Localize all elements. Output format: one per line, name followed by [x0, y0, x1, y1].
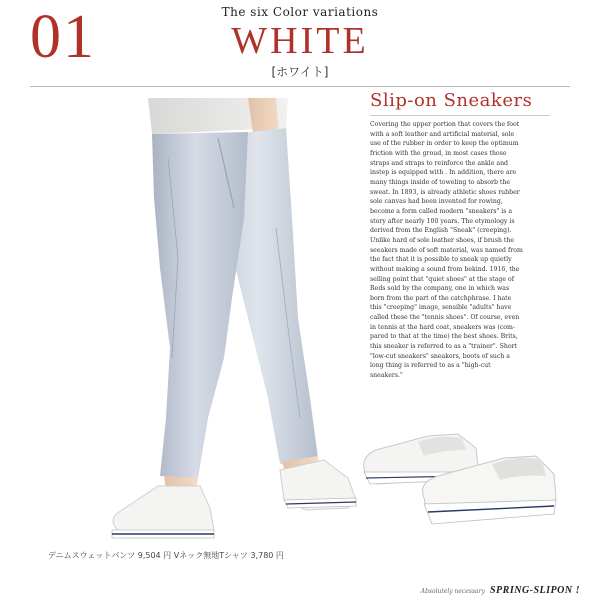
article-line: called these the "tennis shoes". Of course, even [370, 314, 520, 322]
article-line: friction with the groud, in most cases those [370, 149, 507, 157]
article-line: Covering the upper portion that covers the foot [370, 121, 520, 128]
article-title-rule [370, 115, 550, 116]
color-name-kana: [ホワイト] [271, 65, 329, 79]
footer-tagline-script: Absolutely necessary [420, 588, 485, 595]
article-line: sweat. In 1893, is already athletic shoes rubber [370, 188, 520, 196]
article-line: born from the part of the catchphrase. I hate [370, 294, 512, 302]
article-line: in tennis at the hard coat, sneakers was (com- [370, 323, 515, 331]
article-line: pared to that at the time) the best shoes. Brits, [370, 333, 518, 341]
article-body [370, 120, 535, 381]
article-title: Slip-on Sneakers [370, 90, 533, 111]
variation-subtitle: The six Color variations [221, 5, 379, 19]
shoes-illustration [358, 428, 558, 538]
footer-tagline-main: SPRING-SLIPON ! [489, 585, 580, 596]
article-line: this "creeping" image, sensible "adults" have [370, 304, 512, 312]
article-line: sneakers." [370, 372, 403, 380]
color-name: WHITE [231, 20, 369, 62]
article-line: use of the rubber in order to keep the optimum [370, 140, 519, 148]
article-line: become a form called modern "sneakers" is a [370, 207, 513, 215]
footer-tagline [390, 578, 580, 597]
model-photo [48, 98, 358, 543]
model-illustration [48, 98, 358, 543]
variation-number: 01 [30, 3, 96, 71]
article-line: Unlike hard of sole leather shoes, if brush the [370, 236, 515, 244]
article-line: with a soft leather and artificial material, sole [370, 130, 515, 138]
article-line: seeakers made of soft material, was named from [370, 246, 523, 254]
article-line: sole canvas had been invented for rowing, [370, 198, 503, 206]
article-line: Reds sold by the company, one in which was [370, 285, 510, 293]
article-line: straps and straps to reinforce the ankle and [370, 159, 509, 167]
article-line: this sneaker is referred to as a "trainer". Short [370, 343, 518, 351]
product-caption: デニムスウェットパンツ 9,504 円 Vネック無地Tシャツ 3,780 円 [48, 551, 284, 560]
header-divider [30, 86, 570, 87]
article-line: without making a sound from bekind. 1916, the [370, 265, 520, 273]
article-line: derived from the English "Sneak" (creeping). [370, 227, 512, 235]
shoes-photo [358, 428, 558, 538]
article-line: selling point that "quiet shoes" at the stage of [370, 275, 515, 283]
article-line: "low-cut sneakers" sneakers, boots of such a [370, 352, 510, 360]
article-line: long thing is referred to as a "high-cut [370, 362, 491, 370]
article-line: instep is equipped with . In addition, there are [370, 169, 517, 177]
article-line: story after nearly 100 years. The etymology is [370, 217, 515, 225]
article-line: many things inside of toweling to absorb the [370, 178, 511, 186]
article-line: the fact that it is possible to sneak up quietly [370, 256, 512, 264]
